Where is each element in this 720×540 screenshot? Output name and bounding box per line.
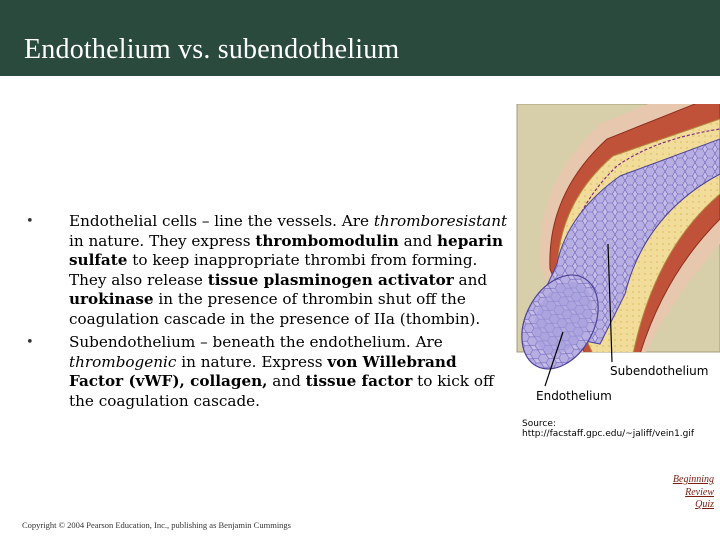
text-segment-normal: in nature. Express: [176, 352, 328, 371]
text-segment-normal: in the presence of thrombin shut off the coagulation cascade in the presence of IIa (thombin).: [69, 290, 481, 328]
bullet-marker: •: [26, 214, 34, 229]
figure-source: Source: http://facstaff.gpc.edu/~jaliff/vein1.gif: [522, 419, 695, 439]
text-segment-normal: to kick off the coagulation cascade.: [69, 372, 494, 410]
text-segment-bold: tissue plasminogen activator: [207, 270, 454, 289]
text-segment-bold: thrombomodulin: [255, 231, 399, 250]
text-segment-normal: and: [398, 231, 438, 250]
bullet-marker: •: [26, 335, 34, 350]
text-segment-normal: Subendothelium – beneath the endothelium. Are: [69, 333, 443, 351]
bullet-item-subendothelium: [26, 333, 516, 411]
slide-title: Endothelium vs. subendothelium: [24, 34, 400, 65]
text-segment-bold: urokinase: [69, 290, 154, 308]
nav-quiz-link[interactable]: Quiz: [695, 499, 714, 510]
text-segment-normal: and: [453, 270, 488, 289]
bullet-item-endothelial: [26, 212, 516, 329]
text-segment-italic: thromboresistant: [373, 212, 508, 230]
nav-links: [673, 474, 714, 512]
text-segment-normal: in nature. They express: [69, 231, 256, 250]
text-segment-normal: Endothelial cells – line the vessels. Are: [69, 212, 374, 230]
title-bar: [0, 0, 720, 76]
text-segment-normal: to keep inappropriate thrombi from forming. They also release: [69, 251, 478, 289]
text-segment-normal: and: [267, 372, 306, 390]
nav-beginning-link[interactable]: Beginning: [672, 474, 714, 485]
vessel-illustration: [505, 104, 720, 394]
copyright-footer: Copyright © 2004 Pearson Education, Inc., publishing as Benjamin Cummings: [22, 520, 291, 530]
text-segment-italic: thrombogenic: [69, 352, 177, 371]
bullet-text: [69, 333, 516, 411]
nav-review-link[interactable]: Review: [685, 486, 714, 498]
text-segment-bold: von Willebrand Factor (vWF), collagen,: [69, 352, 457, 390]
text-segment-bold: heparin sulfate: [69, 231, 503, 269]
label-endothelium: Endothelium: [536, 389, 612, 403]
bullet-text: [69, 212, 516, 329]
text-segment-bold: tissue factor: [305, 372, 413, 390]
label-subendothelium: Subendothelium: [610, 364, 709, 378]
bullet-list: [26, 212, 516, 415]
